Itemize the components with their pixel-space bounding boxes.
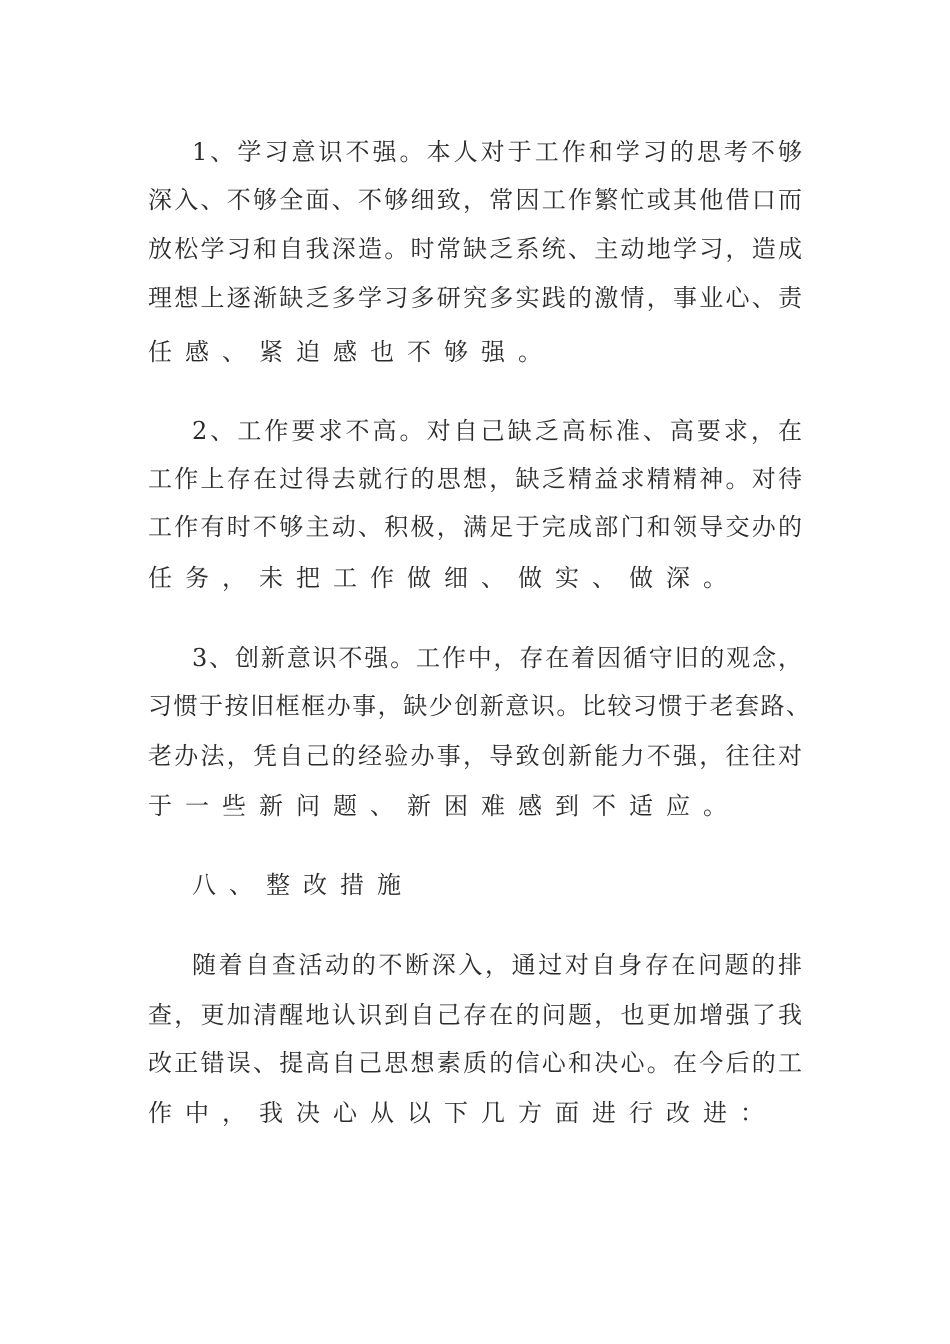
text-line: 放松学习和自我深造。时常缺乏系统、主动地学习，造成	[148, 235, 802, 263]
text-line: 习惯于按旧框框办事，缺少创新意识。比较习惯于老套路、	[148, 692, 810, 720]
text-line: 2、工作要求不高。对自己缺乏高标准、高要求，在	[192, 417, 802, 445]
text-line: 深入、不够全面、不够细致，常因工作繁忙或其他借口而	[148, 186, 802, 214]
text-line: 工作有时不够主动、积极，满足于完成部门和领导交办的	[148, 513, 802, 541]
text-line: 老办法，凭自己的经验办事，导致创新能力不强，往往对	[148, 742, 802, 770]
text-line: 随着自查活动的不断深入，通过对自身存在问题的排	[192, 951, 802, 979]
text-line: 工作上存在过得去就行的思想，缺乏精益求精精神。对待	[148, 465, 802, 493]
text-line: 任务，未把工作做细、做实、做深。	[148, 564, 740, 592]
text-line: 理想上逐渐缺乏多学习多研究多实践的激情，事业心、责	[148, 284, 802, 312]
text-line: 作中，我决心从以下几方面进行改进：	[148, 1099, 777, 1127]
text-line: 任感、紧迫感也不够强。	[148, 338, 555, 366]
heading-text: 八、整改措施	[192, 871, 414, 899]
text-line: 改正错误、提高自己思想素质的信心和决心。在今后的工	[148, 1049, 802, 1077]
text-line: 1、学习意识不强。本人对于工作和学习的思考不够	[192, 138, 802, 166]
text-line: 3、创新意识不强。工作中，存在着因循守旧的观念，	[192, 644, 802, 672]
text-line: 于一些新问题、新困难感到不适应。	[148, 792, 740, 820]
text-line: 查，更加清醒地认识到自己存在的问题，也更加增强了我	[148, 1001, 802, 1029]
